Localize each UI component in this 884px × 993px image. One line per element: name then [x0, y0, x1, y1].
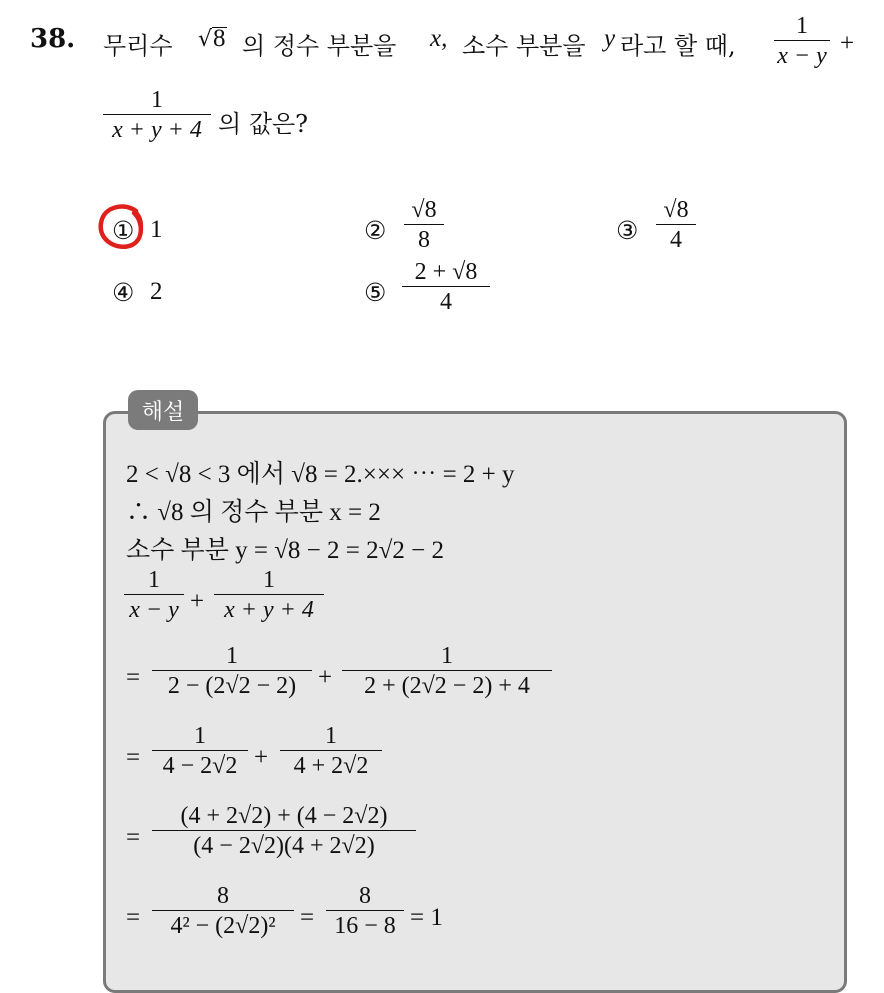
- solution-step1-op: +: [190, 588, 205, 615]
- solution-step5-eq2: =: [300, 904, 315, 931]
- solution-step4-frac: $\frac{(4 + 2√2) + (4 - 2√2)}{(4 - 2√2)(4 + 2√2)}$: [152, 802, 416, 861]
- choice-4-value[interactable]: 2: [150, 278, 163, 305]
- solution-step3-op: +: [254, 744, 269, 771]
- question-text-5: 의 값은?: [218, 110, 309, 138]
- solution-step4-eq: =: [126, 824, 141, 851]
- solution-step3-frac-b: $\frac{1}{4 + 2√2}$: [280, 722, 382, 781]
- choice-3-mark[interactable]: ③: [616, 218, 639, 245]
- solution-step2-op: +: [318, 664, 333, 691]
- solution-step3-eq: =: [126, 744, 141, 771]
- question-number: 38.: [30, 24, 76, 54]
- solution-line-2: ∴ √8 의 정수 부분 x = 2: [126, 499, 381, 526]
- solution-step3-frac-a: $\frac{1}{4 - 2√2}$: [152, 722, 248, 781]
- solution-step5-frac-b: $\frac{8}{16 - 8}$: [326, 882, 404, 941]
- choice-4-mark[interactable]: ④: [112, 280, 135, 307]
- choice-5-fraction[interactable]: $\frac{2 + √8}{4}$: [402, 258, 490, 317]
- question-text-4: 라고 할 때,: [620, 32, 736, 60]
- solution-step2-frac-a: $\frac{1}{2 - (2√2 - 2)}$: [152, 642, 312, 701]
- solution-step5-result: = 1: [410, 904, 443, 931]
- sqrt8-inline: √8: [198, 25, 226, 52]
- question-plus: +: [840, 30, 855, 57]
- question-text-1: 무리수: [103, 32, 173, 60]
- question-text-2: 의 정수 부분을: [242, 32, 397, 60]
- solution-line-3: 소수 부분 y = √8 − 2 = 2√2 − 2: [126, 537, 444, 564]
- solution-step5-frac-a: $\frac{8}{\text{4² − (2√2)²}}$: [152, 882, 294, 941]
- solution-step1-frac-b: $\frac{1}{x + y + 4}$: [214, 566, 324, 625]
- solution-step1-frac-a: $\frac{1}{x - y}$: [124, 566, 184, 625]
- solution-line-1: 2 < √8 < 3 에서 √8 = 2.××× ⋯ = 2 + y: [126, 461, 515, 488]
- var-x: x,: [430, 25, 448, 52]
- var-y: y: [604, 25, 616, 52]
- solution-step5-eq: =: [126, 904, 141, 931]
- solution-step2-frac-b: $\frac{1}{2 + (2√2 - 2) + 4}$: [342, 642, 552, 701]
- choice-5-mark[interactable]: ⑤: [364, 280, 387, 307]
- question-fraction-2: $\frac{1}{x + y + 4}$: [103, 86, 211, 145]
- choice-3-fraction[interactable]: $\frac{√8}{4}$: [656, 196, 696, 255]
- question-fraction-1: $\frac{1}{x - y}$: [774, 12, 830, 71]
- choice-2-mark[interactable]: ②: [364, 218, 387, 245]
- solution-label: 해설: [128, 390, 198, 430]
- choice-1-mark[interactable]: ①: [112, 218, 135, 245]
- choice-1-value[interactable]: 1: [150, 216, 163, 243]
- question-text-3: 소수 부분을: [462, 32, 586, 60]
- solution-step2-eq: =: [126, 664, 141, 691]
- choice-2-fraction[interactable]: $\frac{√8}{8}$: [404, 196, 444, 255]
